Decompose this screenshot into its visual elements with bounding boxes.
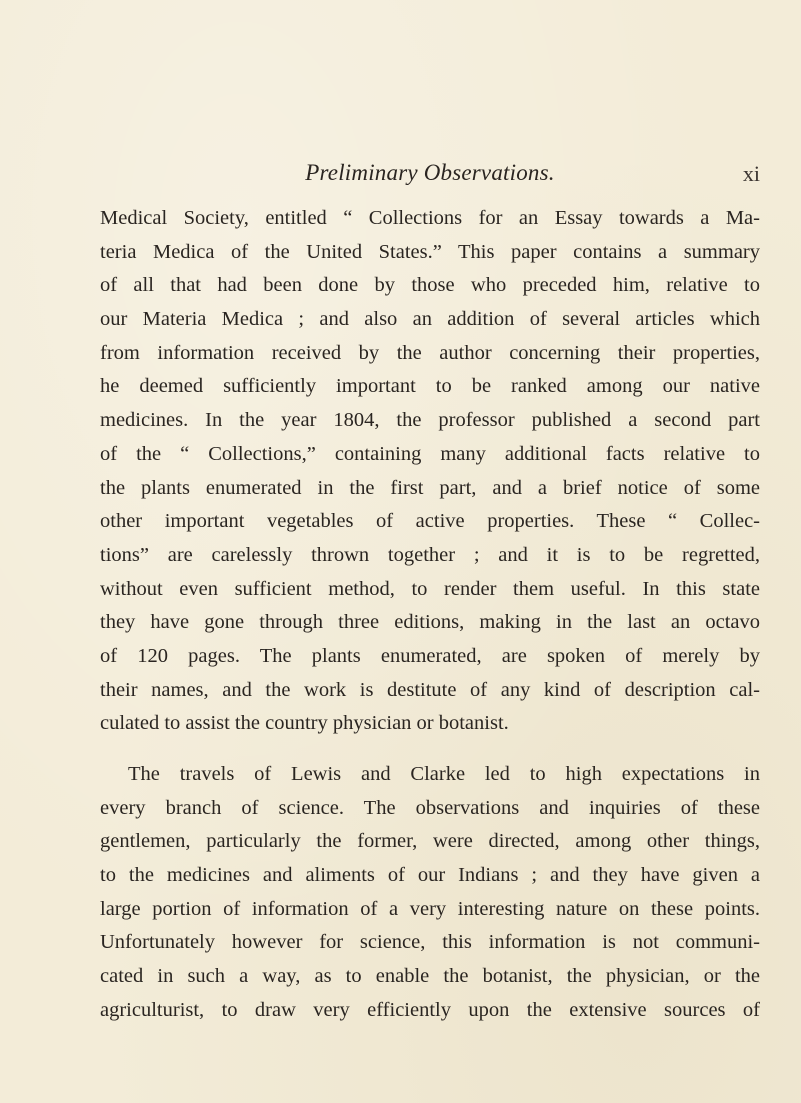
text-line: he deemed sufficiently important to be ranked among our native — [100, 375, 760, 398]
text-line: gentlemen, particularly the former, were directed, among other things, — [100, 830, 760, 853]
text-line: The travels of Lewis and Clarke led to high expectations in — [128, 763, 760, 785]
text-line: to the medicines and aliments of our Indians ; and they have given a — [100, 864, 760, 887]
paragraph-gap — [100, 741, 760, 758]
text-line: of the “ Collections,” containing many additional facts relative to — [100, 442, 760, 465]
text-line: agriculturist, to draw very efficiently upon the extensive sources of — [100, 998, 760, 1021]
text-line: from information received by the author concerning their properties, — [100, 341, 760, 364]
text-line: every branch of science. The observations and inquiries of these — [100, 796, 760, 819]
text-line: medicines. In the year 1804, the professor published a second part — [100, 409, 760, 432]
text-line: the plants enumerated in the first part, and a brief notice of some — [100, 476, 760, 499]
text-line: culated to assist the country physician or botanist. — [100, 712, 509, 735]
body-text — [100, 202, 760, 1028]
text-line: they have gone through three editions, making in the last an octavo — [100, 611, 760, 634]
text-line: our Materia Medica ; and also an addition of several articles which — [100, 308, 760, 331]
text-line: tions” are carelessly thrown together ; and it is to be regretted, — [100, 543, 760, 566]
text-line: of all that had been done by those who preceded him, relative to — [100, 274, 760, 297]
text-line: of 120 pages. The plants enumerated, are spoken of merely by — [100, 644, 760, 667]
text-line: their names, and the work is destitute of any kind of description cal- — [100, 678, 760, 701]
text-line: without even sufficient method, to render them useful. In this state — [100, 577, 760, 600]
text-line: Medical Society, entitled “ Collections for an Essay towards a Ma- — [100, 207, 760, 229]
text-line: cated in such a way, as to enable the botanist, the physician, or the — [100, 965, 760, 988]
paragraph-1 — [100, 202, 760, 741]
page-number: xi — [742, 161, 760, 186]
running-head — [100, 160, 760, 190]
text-line: teria Medica of the United States.” This paper contains a summary — [100, 240, 760, 263]
text-line: other important vegetables of active properties. These “ Collec- — [100, 510, 760, 533]
paragraph-2 — [100, 758, 760, 1028]
running-title: Preliminary Observations. — [305, 160, 555, 185]
text-line: large portion of information of a very interesting nature on these points. — [100, 897, 760, 920]
text-line: Unfortunately however for science, this information is not communi- — [100, 931, 760, 954]
